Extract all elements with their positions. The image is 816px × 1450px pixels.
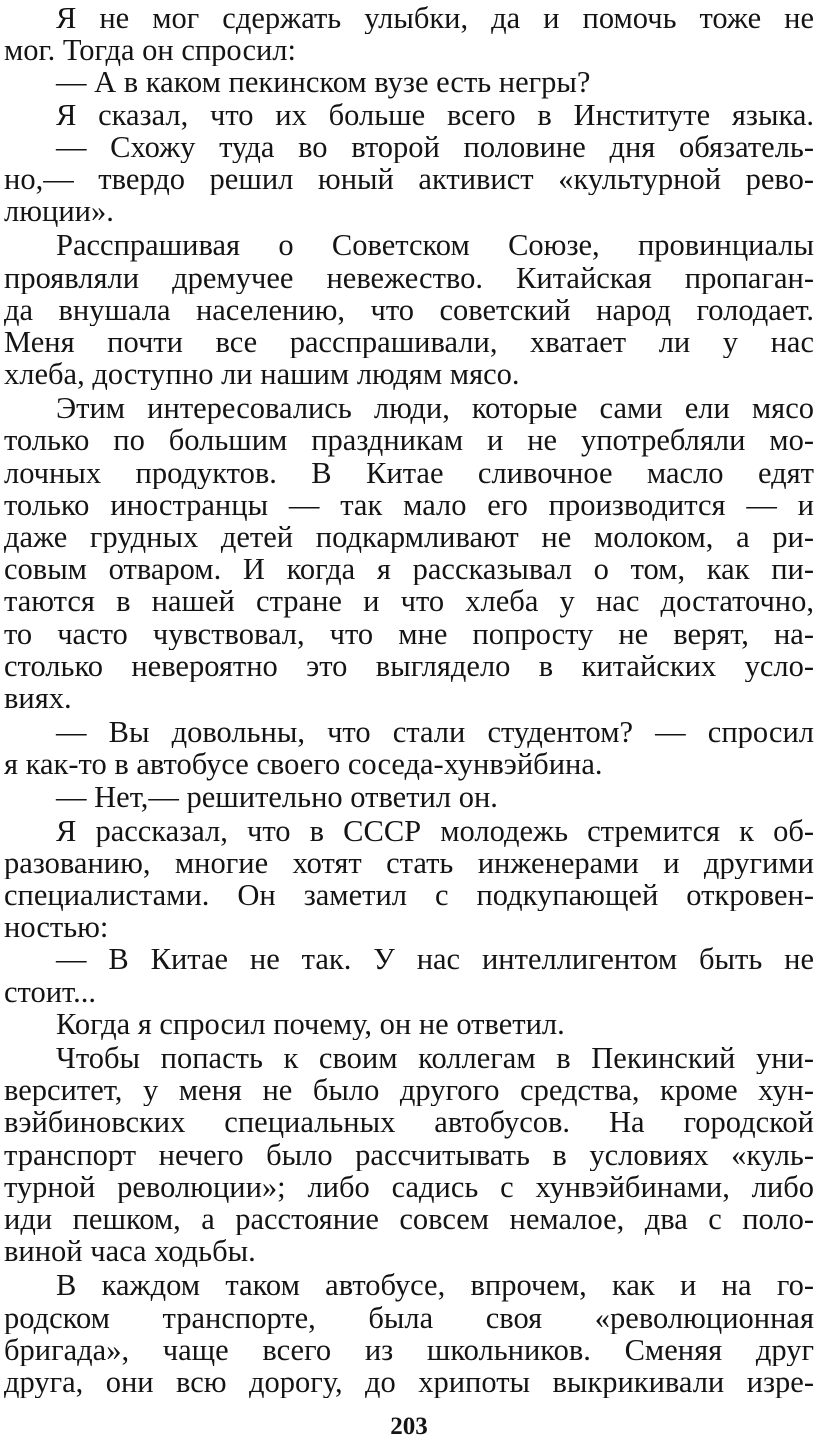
text-line: Чтобы попасть к своим коллегам в Пекинский уни- bbox=[56, 1042, 814, 1075]
text-line: стоит... bbox=[4, 975, 96, 1008]
text-line: вэйбиновских специальных автобусов. На городской bbox=[4, 1106, 814, 1139]
text-line: Когда я спросил почему, он не ответил. bbox=[56, 1007, 565, 1040]
text-line: бригада», чаще всего из школьников. Сменяя друг bbox=[4, 1333, 814, 1366]
text-line: друга, они всю дорогу, до хрипоты выкрикивали изре- bbox=[4, 1365, 814, 1399]
text-line: даже грудных детей подкармливают не молоком, а ри- bbox=[4, 521, 814, 554]
text-line: — В Китае не так. У нас интеллигентом быть не bbox=[56, 943, 814, 976]
page-number: 203 bbox=[390, 1413, 428, 1440]
text-line: проявляли дремучее невежество. Китайская пропаган- bbox=[4, 261, 814, 294]
book-page bbox=[4, 0, 814, 1450]
text-line: В каждом таком автобусе, впрочем, как и на го- bbox=[56, 1269, 814, 1302]
text-line: Расспрашивая о Советском Союзе, провинциалы bbox=[56, 229, 814, 262]
text-line: Этим интересовались люди, которые сами ели мясо bbox=[56, 392, 814, 425]
page-text bbox=[4, 2, 814, 1398]
text-line: да внушала населению, что советский народ голодает. bbox=[4, 293, 814, 326]
text-line: турной революции»; либо садись с хунвэйбинами, либо bbox=[4, 1170, 814, 1203]
text-line: таются в нашей стране и что хлеба у нас достаточно, bbox=[4, 585, 814, 618]
text-line: Я рассказал, что в СССР молодежь стремится к об- bbox=[56, 814, 814, 847]
text-line: виях. bbox=[4, 681, 72, 715]
text-line: верситет, у меня не было другого средства, кроме хун- bbox=[4, 1074, 814, 1107]
text-line: люции». bbox=[4, 195, 114, 228]
text-line: специалистами. Он заметил с подкупающей откровен- bbox=[4, 879, 814, 912]
text-line: ностью: bbox=[4, 911, 109, 944]
text-line: совым отваром. И когда я рассказывал о том, как пи- bbox=[4, 553, 814, 586]
text-line: транспорт нечего было рассчитывать в условиях «куль- bbox=[4, 1138, 814, 1171]
text-line: иди пешком, а расстояние совсем немалое, два с поло- bbox=[4, 1202, 814, 1236]
text-line: Меня почти все расспрашивали, хватает ли у нас bbox=[4, 325, 814, 359]
text-line: то часто чувствовал, что мне попросту не верят, на- bbox=[4, 617, 814, 650]
text-line: но,— твердо решил юный активист «культурной рево- bbox=[4, 162, 814, 196]
text-line: лочных продуктов. В Китае сливочное масло едят bbox=[4, 456, 814, 489]
text-line: я как-то в автобусе своего соседа-хунвэйбина. bbox=[4, 748, 603, 781]
text-line: Я сказал, что их больше всего в Институте языка. bbox=[56, 98, 814, 131]
text-line: родском транспорте, была своя «революционная bbox=[4, 1301, 814, 1334]
text-line: — Схожу туда во второй половине дня обязатель- bbox=[56, 130, 814, 163]
text-line: — Нет,— решительно ответил он. bbox=[56, 780, 498, 813]
text-line: только по большим праздникам и не употребляли мо- bbox=[4, 424, 814, 457]
text-line: — Вы довольны, что стали студентом? — спросил bbox=[56, 716, 814, 749]
text-line: виной часа ходьбы. bbox=[4, 1235, 256, 1268]
text-line: столько невероятно это выглядело в китайских усло- bbox=[4, 649, 814, 682]
text-line: хлеба, доступно ли нашим людям мясо. bbox=[4, 358, 520, 391]
text-line: Я не мог сдержать улыбки, да и помочь тоже не bbox=[56, 2, 814, 35]
text-line: разованию, многие хотят стать инженерами и другими bbox=[4, 846, 814, 880]
text-line: только иностранцы — так мало его производится — и bbox=[4, 488, 814, 521]
text-line: мог. Тогда он спросил: bbox=[4, 34, 296, 67]
text-line: — А в каком пекинском вузе есть негры? bbox=[56, 66, 591, 99]
